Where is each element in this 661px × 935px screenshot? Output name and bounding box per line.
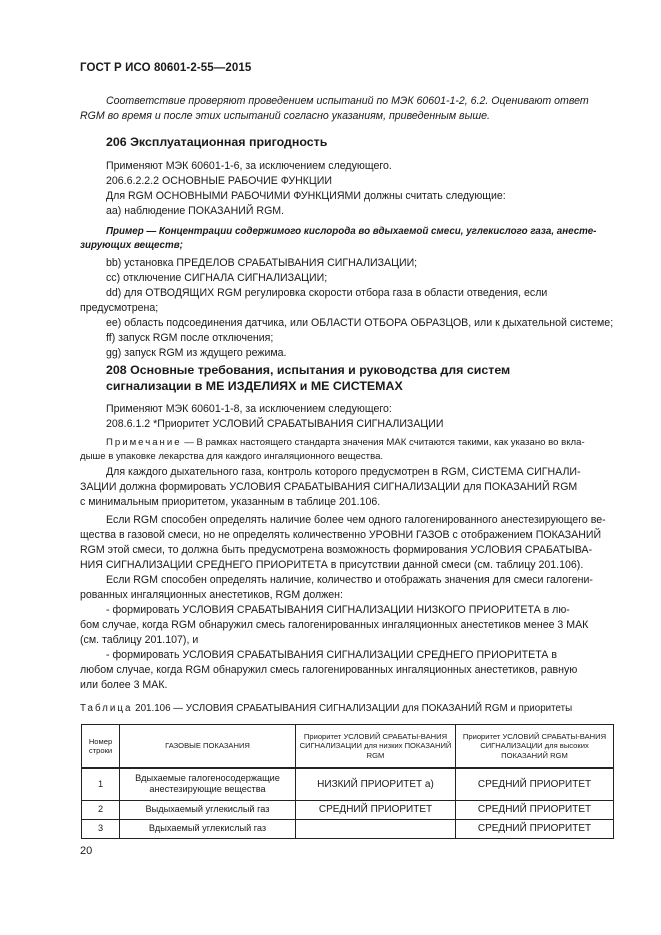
table-row [82, 800, 614, 819]
table-caption-text: 201.106 — УСЛОВИЯ СРАБАТЫВАНИЯ СИГНАЛИЗАЦИИ для ПОКАЗАНИЙ RGM и приоритеты [132, 703, 573, 714]
s206-item-bb: bb) установка ПРЕДЕЛОВ СРАБАТЫВАНИЯ СИГНАЛИЗАЦИИ; [106, 257, 418, 269]
s208-para1-line-3: с минимальным приоритетом, указанным в таблице 201.106. [80, 496, 381, 508]
s208-para2-line-4: НИЯ СИГНАЛИЗАЦИИ СРЕДНЕГО ПРИОРИТЕТА в присутствии данной смеси (см. таблицу 201.106). [80, 559, 584, 571]
s208-para3-line-1: Если RGM способен определять наличие, количество и отображать значения для смеси галогени- [106, 574, 593, 586]
s208-bullet1-line-2: бом случае, когда RGM обнаружил смесь галогенированных ингаляционных анестетиков менее 3 МАК [80, 619, 589, 631]
s206-line-3: Для RGM ОСНОВНЫМИ РАБОЧИМИ ФУНКЦИЯМИ должны считать следующие: [106, 190, 506, 202]
note-text: — В рамках настоящего стандарта значения МАК считаются такими, как указано во вкла- [181, 437, 585, 448]
alarm-priority-table [81, 724, 614, 839]
s206-item-ff: ff) запуск RGM после отключения; [106, 332, 274, 344]
s206-item-dd: dd) для ОТВОДЯЩИХ RGM регулировка скорости отбора газа в области отведения, если [106, 287, 548, 299]
s208-bullet1-line-3: (см. таблицу 201.107), и [80, 634, 199, 646]
table-cell: СРЕДНИЙ ПРИОРИТЕТ [456, 800, 614, 819]
s206-item-cc: cc) отключение СИГНАЛА СИГНАЛИЗАЦИИ; [106, 272, 328, 284]
table-cell: СРЕДНИЙ ПРИОРИТЕТ [456, 819, 614, 838]
note-label: Примечание [106, 437, 182, 448]
section-206-heading: 206 Эксплуатационная пригодность [106, 135, 328, 149]
s206-example-line-2: зирующих веществ; [80, 240, 183, 251]
section-208-heading-line-1: 208 Основные требования, испытания и руководства для систем [106, 363, 511, 377]
table-cell [296, 819, 456, 838]
s206-example-line-1: Пример — Концентрации содержимого кислорода во вдыхаемой смеси, углекислого газа, анесте- [106, 226, 597, 237]
s206-item-gg: gg) запуск RGM из ждущего режима. [106, 347, 287, 359]
table-cell: 2 [82, 800, 120, 819]
table-cell: Выдыхаемый углекислый газ [120, 800, 296, 819]
intro-line-1: Соответствие проверяют проведением испытаний по МЭК 60601-1-2, 6.2. Оценивают ответ [106, 95, 589, 107]
table-caption [80, 703, 620, 714]
table-row [82, 819, 614, 838]
s208-para2-line-2: щества в газовой смеси, но не определять количественно УРОВНИ ГАЗОВ с отображением ПОКАЗАНИЙ [80, 529, 602, 541]
s206-line-2: 206.6.2.2.2 ОСНОВНЫЕ РАБОЧИЕ ФУНКЦИИ [106, 175, 332, 187]
document-header: ГОСТ Р ИСО 80601-2-55—2015 [80, 62, 252, 74]
s208-bullet2-line-3: или более 3 МАК. [80, 679, 168, 691]
s208-line-2: 208.6.1.2 *Приоритет УСЛОВИЙ СРАБАТЫВАНИЯ СИГНАЛИЗАЦИИ [106, 418, 444, 430]
s208-para2-line-3: RGM этой смеси, то должна быть предусмотрена возможность формирования УСЛОВИЯ СРАБАТЫВА- [80, 544, 593, 556]
table-header-high-priority: Приоритет УСЛОВИЙ СРАБАТЫ-ВАНИЯ СИГНАЛИЗАЦИИ для высоких ПОКАЗАНИЙ RGM [456, 725, 614, 769]
table-cell: Вдыхаемый углекислый газ [120, 819, 296, 838]
s208-para3-line-2: рованных ингаляционных анестетиков, RGM должен: [80, 589, 343, 601]
table-row [82, 768, 614, 800]
table-header-number: Номер строки [82, 725, 120, 769]
s206-item-ee: ее) область подсоединения датчика, или ОБЛАСТИ ОТБОРА ОБРАЗЦОВ, или к дыхательной системе; [106, 317, 614, 329]
s208-bullet1-line-1: - формировать УСЛОВИЯ СРАБАТЫВАНИЯ СИГНАЛИЗАЦИИ НИЗКОГО ПРИОРИТЕТА в лю- [106, 604, 570, 616]
s208-note-line-2: дыше в упаковке лекарства для каждого ингаляционного вещества. [80, 451, 384, 462]
s208-line-1: Применяют МЭК 60601-1-8, за исключением следующего: [106, 403, 392, 415]
table-cell: НИЗКИЙ ПРИОРИТЕТ a) [296, 768, 456, 800]
s208-bullet2-line-2: любом случае, когда RGM обнаружил смесь галогенированных ингаляционных анестетиков, равную [80, 664, 578, 676]
s208-para1-line-1: Для каждого дыхательного газа, контроль которого предусмотрен в RGM, СИСТЕМА СИГНАЛИ- [106, 466, 581, 478]
table-header-low-priority: Приоритет УСЛОВИЙ СРАБАТЫ-ВАНИЯ СИГНАЛИЗАЦИИ для низких ПОКАЗАНИЙ RGM [296, 725, 456, 769]
section-208-heading-line-2: сигнализации в МЕ ИЗДЕЛИЯХ и МЕ СИСТЕМАХ [106, 379, 403, 393]
s208-para1-line-2: ЗАЦИИ должна формировать УСЛОВИЯ СРАБАТЫВАНИЯ СИГНАЛИЗАЦИИ для ПОКАЗАНИЙ RGM [80, 481, 578, 493]
table-cell: 1 [82, 768, 120, 800]
s206-item-dd-cont: предусмотрена; [80, 302, 159, 314]
table-cell: 3 [82, 819, 120, 838]
table-cell: СРЕДНИЙ ПРИОРИТЕТ [456, 768, 614, 800]
page-number: 20 [80, 845, 93, 857]
s208-note-line-1 [106, 436, 614, 450]
table-cell: Вдыхаемые галогеносодержащие анестезирующие вещества [120, 768, 296, 800]
table-label-word: Таблица [80, 703, 133, 714]
intro-line-2: RGM во время и после этих испытаний согласно указаниям, приведенным выше. [80, 110, 490, 122]
s208-para2-line-1: Если RGM способен определять наличие более чем одного галогенированного анестезирующего ве- [106, 514, 606, 526]
table-header-row [82, 725, 614, 769]
s206-line-4: аа) наблюдение ПОКАЗАНИЙ RGM. [106, 205, 285, 217]
table-cell: СРЕДНИЙ ПРИОРИТЕТ [296, 800, 456, 819]
s208-bullet2-line-1: - формировать УСЛОВИЯ СРАБАТЫВАНИЯ СИГНАЛИЗАЦИИ СРЕДНЕГО ПРИОРИТЕТА в [106, 649, 557, 661]
s206-line-1: Применяют МЭК 60601-1-6, за исключением следующего. [106, 160, 392, 172]
table-header-gas: ГАЗОВЫЕ ПОКАЗАНИЯ [120, 725, 296, 769]
